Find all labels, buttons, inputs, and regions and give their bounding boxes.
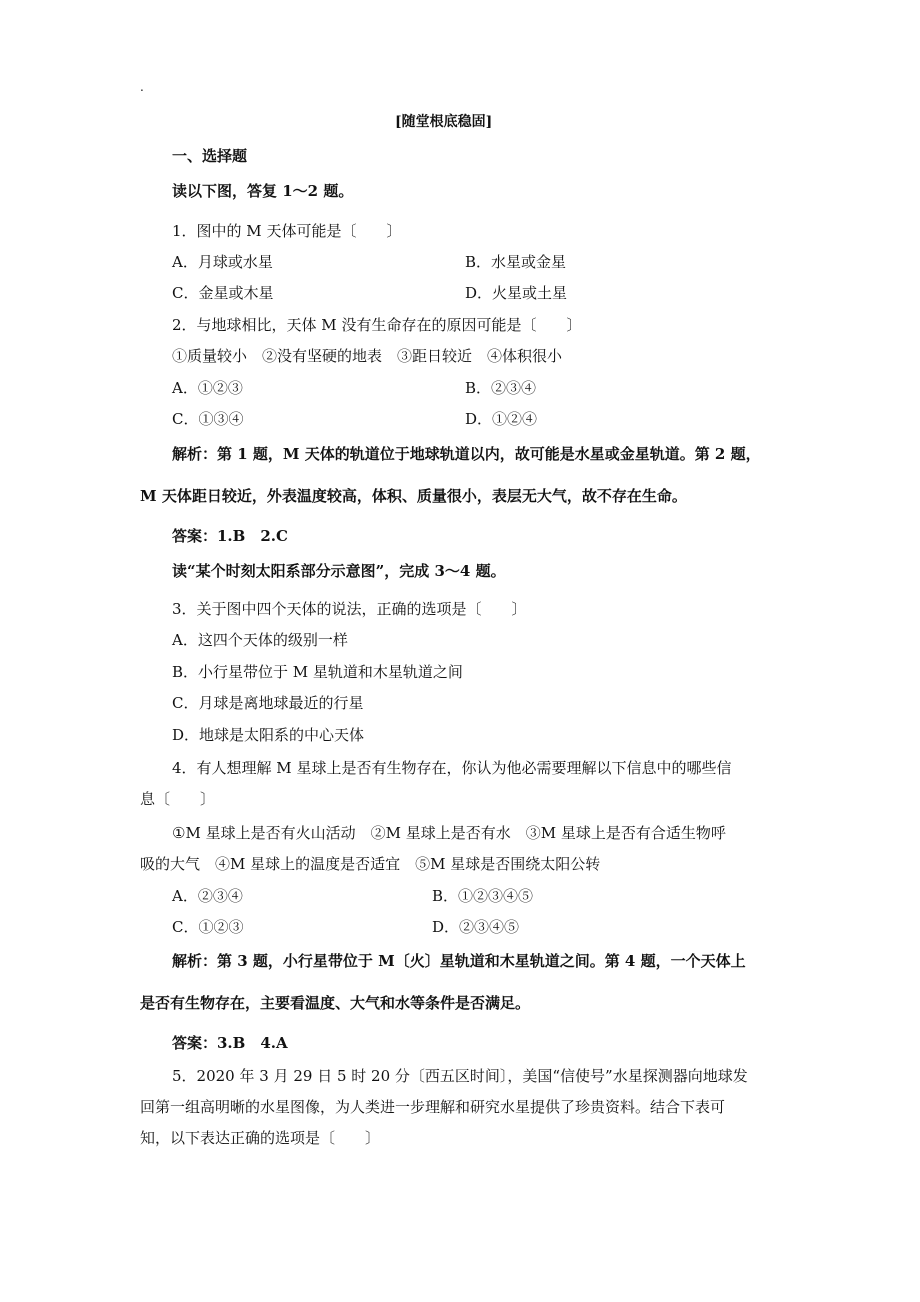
q5-line-1: 5．2020 年 3 月 29 日 5 时 20 分〔西五区时间〕，美国“信使号”水星探测器向地球发 (172, 1067, 748, 1085)
analysis-2-line-2: 是否有生物存在，主要看温度、大气和水等条件是否满足。 (140, 994, 531, 1012)
q3-option-a: A．这四个天体的级别一样 (172, 631, 348, 649)
q3-stem: 3．关于图中四个天体的说法，正确的选项是〔 〕 (172, 600, 527, 618)
answer-2: 答案：3.B 4.A (172, 1034, 288, 1052)
q4-stem-line-2: 息〔 〕 (140, 790, 216, 808)
q4-stem-line-1: 4．有人想理解 M 星球上是否有生物存在，你认为他必需要理解以下信息中的哪些信 (172, 759, 732, 777)
q4-option-a: A．②③④ (172, 887, 243, 905)
intro-1: 读以下图，答复 1～2 题。 (172, 182, 354, 200)
q2-option-d: D．①②④ (465, 410, 538, 428)
analysis-1-line-1: 解析：第 1 题，M 天体的轨道位于地球轨道以内，故可能是水星或金星轨道。第 2 题， (172, 445, 761, 463)
q1-option-b: B．水星或金星 (465, 253, 567, 271)
q3-option-d: D．地球是太阳系的中心天体 (172, 726, 365, 744)
q4-option-b: B．①②③④⑤ (432, 887, 534, 905)
analysis-2-line-1: 解析：第 3 题，小行星带位于 M〔火〕星轨道和木星轨道之间。第 4 题，一个天体上 (172, 952, 746, 970)
answer-1: 答案：1.B 2.C (172, 527, 288, 545)
q5-line-2: 回第一组高明晰的水星图像，为人类进一步理解和研究水星提供了珍贵资料。结合下表可 (140, 1098, 726, 1116)
q2-items: ①质量较小 ②没有坚硬的地表 ③距日较近 ④体积很小 (172, 347, 563, 365)
q2-option-c: C．①③④ (172, 410, 244, 428)
analysis-1-line-2: M 天体距日较近，外表温度较高，体积、质量很小，表层无大气，故不存在生命。 (140, 487, 687, 505)
q1-stem: 1．图中的 M 天体可能是〔 〕 (172, 222, 402, 240)
q1-option-a: A．月球或水星 (172, 253, 273, 271)
q2-option-a: A．①②③ (172, 379, 243, 397)
q3-option-c: C．月球是离地球最近的行星 (172, 694, 364, 712)
section-heading: 一、选择题 (172, 147, 248, 165)
q4-option-d: D．②③④⑤ (432, 918, 520, 936)
q5-line-3: 知，以下表达正确的选项是〔 〕 (140, 1129, 381, 1147)
page-title: [随堂根底稳固] (395, 114, 493, 130)
intro-2: 读“某个时刻太阳系部分示意图”，完成 3～4 题。 (172, 562, 506, 580)
q1-option-d: D．火星或土星 (465, 284, 568, 302)
q2-option-b: B．②③④ (465, 379, 537, 397)
q4-option-c: C．①②③ (172, 918, 244, 936)
q2-stem: 2．与地球相比，天体 M 没有生命存在的原因可能是〔 〕 (172, 316, 582, 334)
q1-option-c: C．金星或木星 (172, 284, 274, 302)
q4-items-line-1: ①M 星球上是否有火山活动 ②M 星球上是否有水 ③M 星球上是否有合适生物呼 (172, 824, 726, 842)
page-dot: . (140, 80, 144, 94)
q3-option-b: B．小行星带位于 M 星轨道和木星轨道之间 (172, 663, 463, 681)
q4-items-line-2: 吸的大气 ④M 星球上的温度是否适宜 ⑤M 星球是否围绕太阳公转 (140, 855, 601, 873)
